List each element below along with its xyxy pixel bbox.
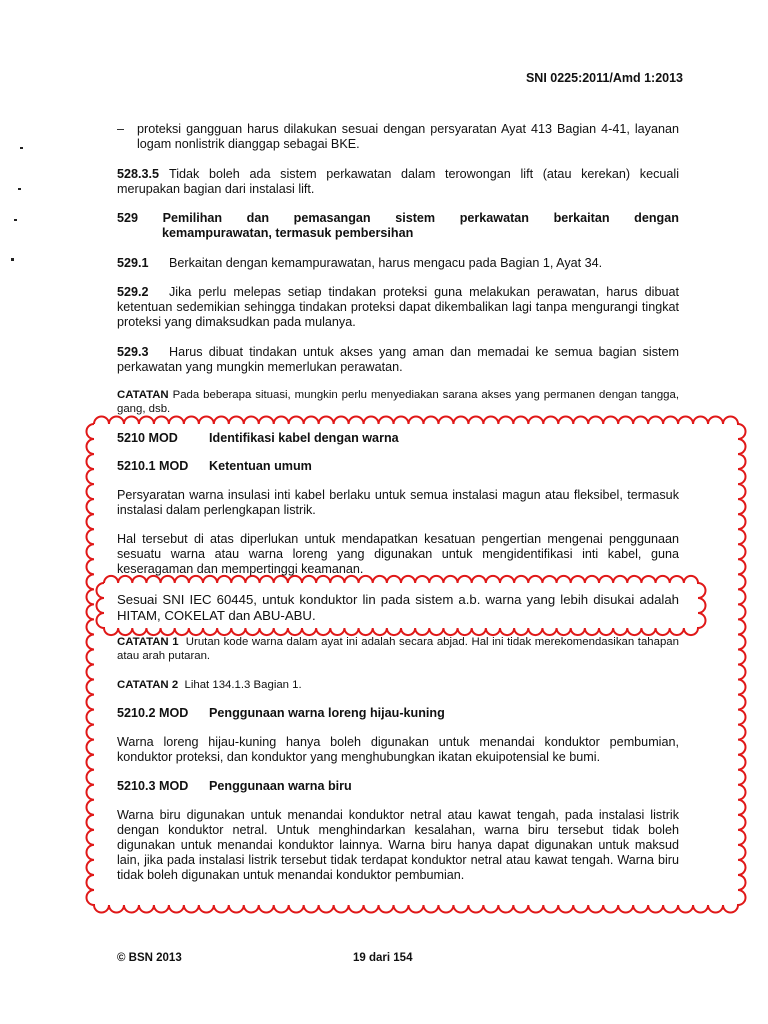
clause-text: Tidak boleh ada sistem perkawatan dalam terowongan lift (atau kerekan) kecuali merupakan bagian dari instalasi lift. (117, 167, 679, 196)
mod-paragraph-3: Sesuai SNI IEC 60445, untuk konduktor lin pada sistem a.b. warna yang lebih disukai adalah HITAM, COKELAT dan ABU-ABU. (117, 592, 679, 623)
heading-number: 529 (117, 211, 139, 225)
bullet-text: proteksi gangguan harus dilakukan sesuai dengan persyaratan Ayat 413 Bagian 4-41, layanan logam nonlistrik dianggap sebagai BKE. (137, 122, 679, 151)
margin-mark (14, 219, 17, 221)
heading-word: berkaitan (553, 211, 610, 225)
clause-text: Berkaitan dengan kemampurawatan, harus mengacu pada Bagian 1, Ayat 34. (169, 256, 603, 270)
bullet-dash: – (117, 122, 125, 136)
clause-529-1 (117, 256, 679, 271)
heading-number: 5210 MOD (117, 431, 178, 445)
clause-number: 528.3.5 (117, 167, 160, 181)
heading-word: pemasangan (293, 211, 371, 225)
heading-5210-1 (117, 459, 679, 474)
bullet-item (117, 122, 679, 152)
footer-copyright: © BSN 2013 (117, 952, 182, 964)
footer-page-number: 19 dari 154 (353, 952, 413, 964)
clause-text: Harus dibuat tindakan untuk akses yang aman dan memadai ke semua bagian sistem perkawatan yang mungkin memerlukan perawatan. (117, 345, 679, 374)
heading-5210 (117, 431, 679, 446)
note-text: Lihat 134.1.3 Bagian 1. (184, 679, 302, 691)
mod-note-2 (117, 678, 679, 692)
heading-number: 5210.1 MOD (117, 459, 189, 473)
heading-title: Ketentuan umum (209, 459, 312, 473)
clause-529-2 (117, 285, 679, 330)
note-text: Pada beberapa situasi, mungkin perlu menyediakan sarana akses yang permanen dengan tangga, gang, dsb. (117, 389, 679, 415)
clause-number: 529.3 (117, 345, 149, 359)
clause-text: Jika perlu melepas setiap tindakan proteksi guna melakukan perawatan, harus dibuat ketentuan sedemikian sehingga tindakan proteksi dapat dikembalikan lagi tanpa mengurangi tingkat proteksi yang dimaksudkan pada mulanya. (117, 285, 679, 329)
heading-word: Pemilihan (162, 211, 223, 225)
heading-word: dengan (634, 211, 679, 225)
mod-paragraph-1: Persyaratan warna insulasi inti kabel berlaku untuk semua instalasi magun atau fleksibel, termasuk instalasi dalam perlengkapan listrik. (117, 488, 679, 517)
heading-word: dan (246, 211, 270, 225)
margin-mark (18, 188, 21, 190)
heading-5210-2 (117, 706, 679, 721)
clause-529-3 (117, 345, 679, 375)
heading-5210-3 (117, 779, 679, 794)
mod-paragraph-2: Hal tersebut di atas diperlukan untuk mendapatkan kesatuan pengertian mengenai penggunaan sesuatu warna atau warna loreng yang digunakan untuk mengidentifikasi inti kabel, guna keseragaman dan mempertinggi keamanan. (117, 532, 679, 576)
margin-mark (11, 258, 14, 261)
mod-paragraph-5: Warna biru digunakan untuk menandai konduktor netral atau kawat tengah, pada instalasi listrik dengan konduktor netral. Untuk menghindarkan kesalahan, warna biru tersebut tidak boleh digunakan untuk menandai konduktor lainnya. Warna biru hanya dapat digunakan untuk maksud lain, jika pada instalasi listrik tersebut tidak terdapat konduktor netral atau kawat tengah. Warna biru tidak boleh digunakan untuk menandai konduktor pembumian. (117, 808, 679, 882)
note-label: CATATAN (117, 389, 169, 401)
clause-528-3-5 (117, 167, 679, 197)
clause-number: 529.1 (117, 256, 149, 270)
heading-529 (117, 211, 679, 241)
heading-title: Identifikasi kabel dengan warna (209, 431, 399, 445)
note-catatan (117, 388, 679, 416)
note-text: Urutan kode warna dalam ayat ini adalah secara abjad. Hal ini tidak merekomendasikan tahapan atau arah putaran. (117, 636, 679, 662)
mod-paragraph-4: Warna loreng hijau-kuning hanya boleh digunakan untuk menandai konduktor pembumian, konduktor proteksi, dan konduktor yang menghubungkan ikatan ekuipotensial ke bumi. (117, 735, 679, 764)
heading-title: Penggunaan warna loreng hijau-kuning (209, 706, 445, 720)
heading-number: 5210.3 MOD (117, 779, 189, 793)
heading-title: Penggunaan warna biru (209, 779, 352, 793)
document-code: SNI 0225:2011/Amd 1:2013 (525, 71, 683, 85)
margin-mark (20, 147, 23, 149)
note-label: CATATAN 1 (117, 636, 179, 648)
mod-note-1 (117, 635, 679, 663)
heading-line-2: kemampurawatan, termasuk pembersihan (162, 226, 414, 240)
note-label: CATATAN 2 (117, 679, 179, 691)
heading-word: perkawatan (459, 211, 529, 225)
heading-word: sistem (395, 211, 436, 225)
heading-number: 5210.2 MOD (117, 706, 189, 720)
clause-number: 529.2 (117, 285, 149, 299)
